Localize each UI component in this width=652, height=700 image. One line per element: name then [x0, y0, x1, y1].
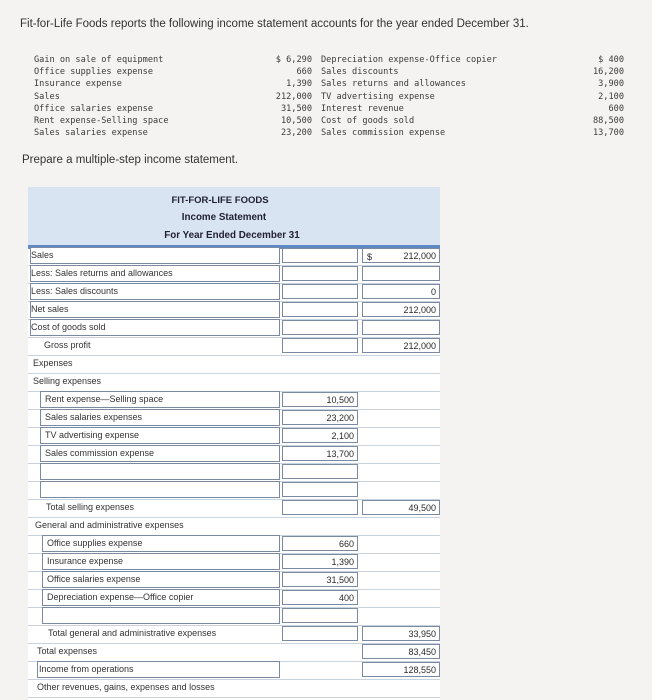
account-amount: 88,500 — [592, 116, 624, 127]
row-label: Gross profit — [44, 340, 91, 350]
account-name: Depreciation expense-Office copier — [321, 55, 497, 65]
amount-value: 128,550 — [403, 665, 436, 675]
table-row — [28, 301, 440, 320]
row-label: Office salaries expense — [47, 574, 141, 584]
table-row — [28, 481, 440, 500]
table-row — [28, 643, 440, 662]
accounts-table — [34, 54, 634, 144]
account-name: Sales discounts — [321, 67, 399, 78]
company-name: FIT-FOR-LIFE FOODS — [171, 195, 269, 206]
row-label: Rent expense—Selling space — [45, 394, 164, 404]
prompt-text: Prepare a multiple-step income statement. — [22, 154, 239, 166]
amount-value: 212,000 — [403, 251, 436, 261]
table-row — [28, 445, 440, 464]
account-name: Sales salaries expense — [34, 128, 148, 139]
amount-input[interactable]: 13,700 — [282, 446, 358, 461]
amount-input[interactable] — [282, 500, 358, 515]
account-amount: 3,900 — [598, 79, 624, 90]
statement-title: Income Statement — [181, 212, 267, 223]
account-amount: $ 400 — [598, 55, 624, 65]
label-field[interactable]: Sales — [30, 247, 280, 264]
row-label: Total expenses — [37, 646, 98, 656]
row-label: Sales salaries expenses — [45, 412, 143, 422]
accounts-right-amounts — [562, 54, 624, 139]
amount-value: 33,950 — [408, 629, 436, 639]
statement-header — [28, 187, 440, 245]
row-label: Selling expenses — [33, 376, 102, 386]
table-row — [28, 571, 440, 590]
label-field[interactable] — [42, 535, 280, 552]
label-field[interactable] — [40, 427, 280, 444]
account-amount: $ 6,290 — [275, 55, 312, 65]
label-field[interactable] — [42, 571, 280, 588]
row-label: Total general and administrative expenses — [48, 628, 217, 638]
label-field[interactable]: Less: Sales discounts — [30, 283, 280, 300]
row-label: Depreciation expense—Office copier — [47, 592, 194, 602]
amount-input[interactable] — [362, 302, 440, 317]
amount-value: 83,450 — [408, 647, 436, 657]
label-field[interactable] — [40, 463, 280, 480]
amount-input[interactable] — [362, 500, 440, 515]
amount-input[interactable]: 31,500 — [282, 572, 358, 587]
label-field[interactable] — [42, 589, 280, 606]
label-field[interactable] — [37, 661, 280, 678]
row-label: Other revenues, gains, expenses and losses — [37, 682, 215, 692]
row-label: Sales commission expense — [45, 448, 155, 458]
table-row — [28, 373, 440, 392]
label-field[interactable]: Less: Sales returns and allowances — [30, 265, 280, 282]
table-row — [28, 679, 440, 698]
account-name: Sales — [34, 91, 60, 102]
row-label: TV advertising expense — [45, 430, 140, 440]
account-amount: 10,500 — [280, 116, 312, 127]
amount-input[interactable]: 1,390 — [282, 554, 358, 569]
amount-input[interactable] — [362, 284, 440, 299]
amount-input[interactable] — [282, 302, 358, 317]
account-name: Interest revenue — [321, 103, 404, 114]
accounts-right-names — [321, 54, 497, 139]
table-row — [28, 391, 440, 410]
account-amount: 600 — [608, 103, 624, 114]
table-row — [28, 355, 440, 374]
row-label: Office supplies expense — [47, 538, 143, 548]
amount-input[interactable] — [282, 626, 358, 641]
amount-input[interactable] — [282, 266, 358, 281]
row-label: Expenses — [33, 358, 73, 368]
table-row — [28, 463, 440, 482]
amount-input[interactable] — [282, 320, 358, 335]
amount-input[interactable] — [282, 248, 358, 263]
label-field[interactable] — [40, 409, 280, 426]
row-label: General and administrative expenses — [35, 520, 184, 530]
table-row — [28, 499, 440, 518]
account-amount: 212,000 — [275, 91, 312, 102]
amount-input[interactable]: 660 — [282, 536, 358, 551]
table-row — [28, 625, 440, 644]
amount-value: 49,500 — [408, 503, 436, 513]
accounts-left-amounts — [252, 54, 312, 139]
income-statement-worksheet — [28, 187, 440, 700]
amount-input[interactable] — [362, 320, 440, 335]
account-name: Sales returns and allowances — [321, 79, 466, 90]
row-label: Insurance expense — [47, 556, 124, 566]
amount-value: 212,000 — [403, 341, 436, 351]
account-name: TV advertising expense — [321, 91, 435, 102]
account-name: Rent expense-Selling space — [34, 116, 169, 127]
table-row — [28, 607, 440, 626]
label-field[interactable]: Cost of goods sold — [30, 319, 280, 336]
label-field[interactable] — [40, 481, 280, 498]
account-name: Gain on sale of equipment — [34, 55, 164, 65]
amount-input[interactable] — [282, 464, 358, 479]
amount-input[interactable]: 2,100 — [282, 428, 358, 443]
amount-value: 212,000 — [403, 305, 436, 315]
label-field[interactable] — [40, 391, 280, 408]
amount-input[interactable] — [362, 662, 440, 677]
account-amount: 13,700 — [592, 128, 624, 139]
table-row — [28, 337, 440, 356]
amount-input[interactable] — [282, 338, 358, 353]
label-field[interactable] — [42, 553, 280, 570]
amount-input[interactable] — [362, 248, 440, 263]
intro-text: Fit-for-Life Foods reports the following income statement accounts for the year ended December 31. — [20, 18, 529, 30]
table-row — [28, 283, 440, 302]
amount-input[interactable]: 23,200 — [282, 410, 358, 425]
label-field[interactable] — [42, 607, 280, 624]
amount-input[interactable] — [282, 284, 358, 299]
table-row — [28, 553, 440, 572]
amount-input[interactable] — [282, 608, 358, 623]
amount-input[interactable]: 400 — [282, 590, 358, 605]
account-name: Insurance expense — [34, 79, 122, 90]
amount-input[interactable] — [362, 626, 440, 641]
account-amount: 2,100 — [598, 91, 624, 102]
amount-input[interactable] — [282, 482, 358, 497]
table-row — [28, 517, 440, 536]
table-row — [28, 265, 440, 284]
amount-input[interactable] — [362, 266, 440, 281]
amount-value: 0 — [430, 287, 436, 297]
table-row — [28, 661, 440, 680]
amount-input[interactable] — [362, 338, 440, 353]
account-name: Office salaries expense — [34, 103, 153, 114]
account-amount: 31,500 — [280, 103, 312, 114]
amount-input[interactable]: 10,500 — [282, 392, 358, 407]
row-label: Total selling expenses — [46, 502, 135, 512]
account-name: Cost of goods sold — [321, 116, 415, 127]
dollar-sign: $ — [367, 252, 373, 262]
accounts-left-names — [34, 54, 169, 139]
account-name: Office supplies expense — [34, 67, 153, 78]
table-row — [28, 409, 440, 428]
amount-input[interactable] — [362, 644, 440, 659]
account-amount: 660 — [296, 67, 312, 78]
account-name: Sales commission expense — [321, 128, 446, 139]
statement-period: For Year Ended December 31 — [164, 230, 300, 241]
label-field[interactable]: Net sales — [30, 301, 280, 318]
account-amount: 23,200 — [280, 128, 312, 139]
table-row — [28, 427, 440, 446]
table-row — [28, 319, 440, 338]
label-field[interactable] — [40, 445, 280, 462]
account-amount: 1,390 — [286, 79, 312, 90]
table-row — [28, 247, 440, 266]
table-row — [28, 535, 440, 554]
account-amount: 16,200 — [592, 67, 624, 78]
table-row — [28, 589, 440, 608]
row-label: Income from operations — [39, 664, 134, 674]
